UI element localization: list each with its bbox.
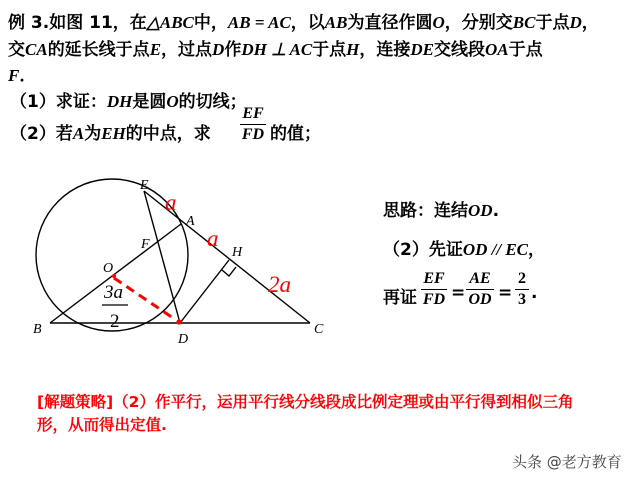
text: [解题策略]（2）作平行，运用平行线分线段成比例定理或由平行得到相似三角: [37, 393, 574, 411]
numerator: EF: [242, 105, 264, 122]
text: 的切线；: [178, 92, 247, 112]
text: ．: [19, 66, 37, 86]
text: =: [498, 283, 513, 303]
label-e: E: [140, 178, 149, 193]
math: D: [212, 40, 225, 59]
math: EH: [101, 124, 126, 143]
denominator: FD: [422, 291, 446, 308]
fraction-bar: [515, 289, 529, 290]
text: .: [492, 201, 500, 221]
text: 例 3.如图 11，在: [8, 13, 147, 33]
hint-eq-2: [498, 283, 512, 303]
text: ，: [528, 240, 546, 260]
math: DE: [410, 40, 435, 59]
hint-frac-ef-fd: [421, 270, 447, 309]
annotation-a-1: a: [165, 190, 177, 215]
denominator: OD: [468, 291, 492, 308]
right-angle-mark: [222, 267, 236, 276]
math: OD: [468, 201, 493, 220]
text: 于点: [535, 13, 570, 33]
text: 为: [84, 124, 102, 144]
math: DH ⊥ AC: [241, 40, 313, 59]
text: 思路：连结: [383, 201, 468, 221]
fraction-bar: [421, 289, 447, 290]
numerator: 2: [518, 270, 526, 287]
hint-step2: [383, 235, 545, 260]
text: 中，: [193, 13, 228, 33]
label-b: B: [33, 322, 42, 337]
text: ，连接: [359, 40, 411, 60]
hint-zai-label: [383, 283, 417, 308]
math: OA: [485, 40, 509, 59]
segment-dh: [180, 260, 229, 323]
segment-ba: [50, 224, 181, 323]
text: 头条 @老方教育: [512, 453, 622, 471]
math: H: [346, 40, 360, 59]
text: 的延长线于点: [47, 40, 150, 60]
annotation-2a: 2a: [268, 272, 291, 297]
hint-frac-ae-od: [466, 270, 494, 309]
label-a: A: [186, 214, 195, 229]
hint-eq-1: [451, 283, 465, 303]
point-d-dot: [176, 319, 181, 324]
hint-silu: [383, 196, 499, 221]
fraction-bar: [466, 289, 494, 290]
text: =: [451, 283, 466, 303]
text: 的中点，求: [125, 124, 211, 144]
math: AB: [324, 13, 348, 32]
hint-frac-2-3: [515, 270, 529, 309]
denominator: FD: [241, 126, 265, 143]
math: CA: [25, 40, 48, 59]
math: A: [72, 124, 85, 143]
numerator: EF: [423, 270, 445, 287]
strategy-line-2: [37, 413, 167, 435]
text: .: [531, 283, 538, 303]
math: DH: [106, 92, 133, 111]
math: △ABC: [146, 13, 194, 32]
text: 的值；: [270, 124, 321, 144]
text: 是圆: [132, 92, 167, 112]
text: 交: [8, 40, 25, 60]
brand-watermark: [512, 451, 622, 472]
text: 于点: [508, 40, 543, 60]
math: F: [8, 66, 20, 85]
text: （2）若: [10, 124, 73, 144]
math: O: [432, 13, 445, 32]
label-h: H: [232, 245, 243, 260]
text: 再证: [383, 288, 417, 308]
math: O: [166, 92, 179, 111]
label-f: F: [141, 237, 150, 252]
text: 为直径作圆: [347, 13, 433, 33]
strategy-line-1: [37, 390, 573, 412]
text: （1）求证：: [10, 92, 107, 112]
text: ，过点: [161, 40, 213, 60]
hint-end: [531, 283, 537, 303]
math: E: [149, 40, 162, 59]
text: 作: [224, 40, 242, 60]
denominator: 3: [518, 291, 526, 308]
annotation-a-2: a: [207, 226, 219, 251]
math: BC: [512, 13, 536, 32]
math: OD // EC: [462, 240, 529, 259]
text: ，: [581, 13, 599, 33]
dashed-od: [114, 278, 176, 320]
numerator: AE: [469, 270, 491, 287]
frac-3a-den: 2: [110, 311, 120, 332]
label-o: O: [103, 261, 114, 276]
math: D: [569, 13, 582, 32]
text: 形，从而得出定值.: [37, 416, 167, 434]
text: ，以: [290, 13, 325, 33]
label-d: D: [178, 332, 189, 347]
frac-3a-num: 3a: [104, 282, 123, 303]
math: AB = AC: [227, 13, 291, 32]
text: 交线段: [434, 40, 486, 60]
text: （2）先证: [383, 240, 463, 260]
text: ，分别交: [444, 13, 513, 33]
text: 于点: [312, 40, 347, 60]
label-c: C: [314, 322, 324, 337]
